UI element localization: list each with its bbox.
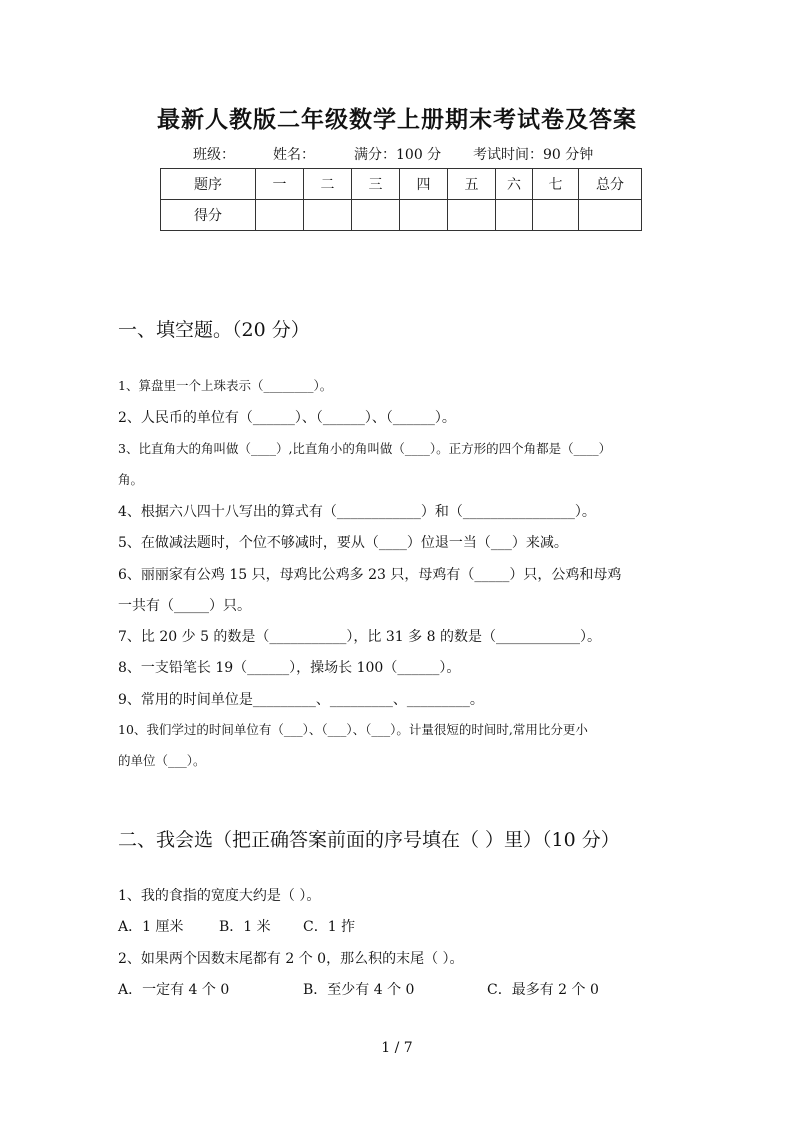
section-1-heading: 一、填空题。（20 分） — [118, 319, 310, 341]
question-line: 2、人民币的单位有（______）、（______）、（______）。 — [118, 410, 456, 426]
score-header-cell: 一 — [256, 169, 304, 200]
full-score-label: 满分：100 分 — [354, 147, 442, 163]
score-header-cell: 题序 — [161, 169, 256, 200]
question-line: 6、丽丽家有公鸡 15 只，母鸡比公鸡多 23 只，母鸡有（_____）只，公鸡和母鸡 — [118, 567, 622, 583]
question-line: 角。 — [118, 472, 144, 487]
question-line: 7、比 20 少 5 的数是（___________），比 31 多 8 的数是（____________）。 — [118, 629, 601, 645]
score-table-row — [161, 200, 642, 231]
question-line: 8、一支铅笔长 19（______），操场长 100（______）。 — [118, 660, 461, 676]
score-cell[interactable] — [256, 200, 304, 231]
score-header-cell: 七 — [533, 169, 579, 200]
option-a: A．一定有 4 个 0 — [118, 982, 230, 998]
question-line: 3、比直角大的角叫做（____）,比直角小的角叫做（____）。正方形的四个角都是（____） — [118, 441, 612, 456]
question-line: 5、在做减法题时，个位不够减时，要从（____）位退一当（___）来减。 — [118, 535, 568, 551]
score-header-cell: 四 — [400, 169, 448, 200]
page-number: 1 / 7 — [381, 1040, 413, 1056]
score-cell[interactable] — [400, 200, 448, 231]
section-2-heading: 二、我会选（把正确答案前面的序号填在（ ）里）（10 分） — [118, 829, 620, 851]
question-line: 4、根据六八四十八写出的算式有（____________）和（________________）。 — [118, 504, 596, 520]
score-cell[interactable] — [496, 200, 533, 231]
score-cell[interactable] — [579, 200, 642, 231]
score-cell[interactable] — [304, 200, 352, 231]
score-row-label: 得分 — [161, 200, 256, 231]
question-line: 一共有（_____）只。 — [118, 598, 251, 614]
question-line: 的单位（___）。 — [118, 753, 206, 768]
score-header-cell: 三 — [352, 169, 400, 200]
question-line: 10、我们学过的时间单位有（___）、（___）、（___）。计量很短的时间时,常用比分更小 — [118, 722, 588, 737]
question-line: 1、算盘里一个上珠表示（________）。 — [118, 378, 333, 393]
option-b: B．至少有 4 个 0 — [303, 982, 415, 998]
option-a: A．1 厘米 — [118, 919, 184, 935]
question-line: 9、常用的时间单位是_________、_________、_________。 — [118, 692, 484, 708]
question-line: 2、如果两个因数末尾都有 2 个 0，那么积的末尾（ ）。 — [118, 951, 464, 967]
score-header-cell: 五 — [448, 169, 496, 200]
exam-time-label: 考试时间：90 分钟 — [473, 147, 594, 163]
score-header-cell: 六 — [496, 169, 533, 200]
score-cell[interactable] — [533, 200, 579, 231]
score-header-cell: 总分 — [579, 169, 642, 200]
page-title: 最新人教版二年级数学上册期末考试卷及答案 — [157, 106, 637, 133]
name-label: 姓名： — [273, 147, 315, 163]
option-c: C．1 拃 — [303, 919, 356, 935]
score-table-header-row — [161, 169, 642, 200]
score-cell[interactable] — [448, 200, 496, 231]
option-c: C．最多有 2 个 0 — [487, 982, 599, 998]
score-table — [160, 168, 642, 231]
option-b: B．1 米 — [219, 919, 271, 935]
question-line: 1、我的食指的宽度大约是（ ）。 — [118, 888, 321, 904]
score-cell[interactable] — [352, 200, 400, 231]
class-label: 班级： — [193, 147, 235, 163]
score-header-cell: 二 — [304, 169, 352, 200]
